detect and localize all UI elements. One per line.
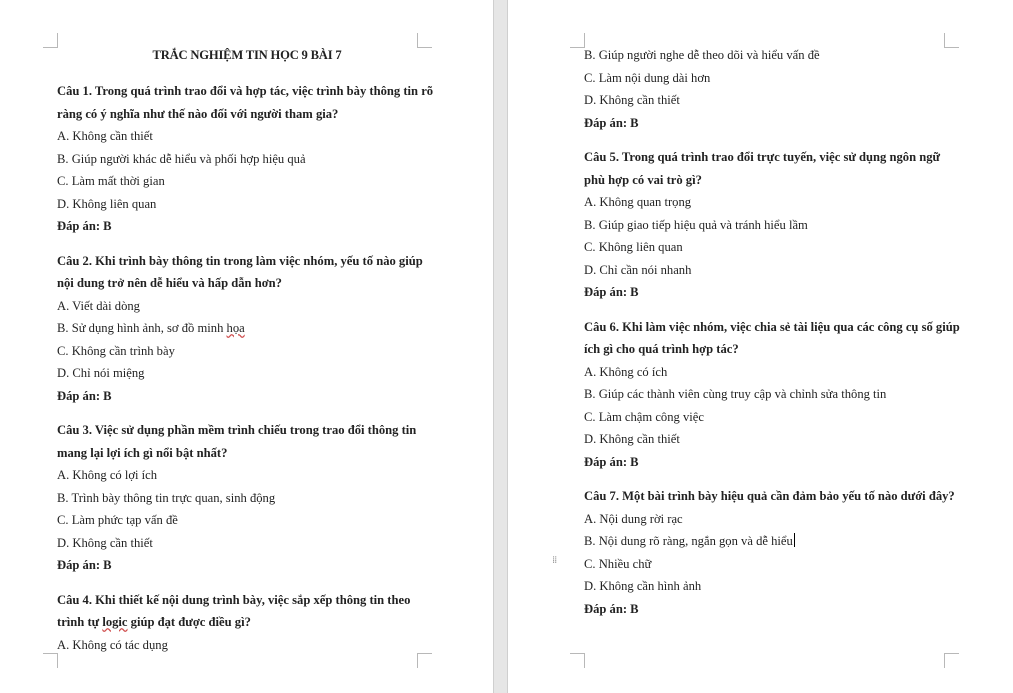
option-2c: C. Không cần trình bày bbox=[57, 343, 175, 358]
option-7a: A. Nội dung rời rạc bbox=[584, 511, 683, 526]
answer-3: Đáp án: B bbox=[57, 558, 112, 572]
page-gap bbox=[493, 0, 508, 693]
answer-4: Đáp án: B bbox=[584, 115, 639, 130]
spellcheck-underline[interactable]: họa bbox=[226, 321, 245, 335]
answer-2: Đáp án: B bbox=[57, 388, 112, 403]
margin-corner-mark bbox=[570, 33, 585, 48]
answer-5: Đáp án: B bbox=[584, 285, 639, 299]
option-3d: D. Không cần thiết bbox=[57, 535, 153, 550]
option-5d: D. Chỉ cần nói nhanh bbox=[584, 262, 692, 277]
margin-corner-mark bbox=[43, 653, 58, 668]
question-6: Câu 6. Khi làm việc nhóm, việc chia sẻ tài liệu qua các công cụ số giúp ích gì cho quá trình hợp tác? bbox=[584, 319, 960, 356]
option-1d: D. Không liên quan bbox=[57, 196, 157, 211]
option-2d: D. Chỉ nói miệng bbox=[57, 366, 145, 380]
option-1c: C. Làm mất thời gian bbox=[57, 174, 165, 188]
option-2a: A. Viết dài dòng bbox=[57, 298, 140, 313]
page-content[interactable] bbox=[57, 44, 437, 656]
option-7c: C. Nhiều chữ bbox=[584, 556, 652, 571]
question-4 bbox=[57, 589, 437, 634]
option-5c: C. Không liên quan bbox=[584, 240, 683, 254]
option-4c: C. Làm nội dung dài hơn bbox=[584, 70, 711, 85]
option-3a: A. Không có lợi ích bbox=[57, 468, 158, 482]
document-page-right[interactable] bbox=[508, 0, 1013, 693]
margin-corner-mark bbox=[570, 653, 585, 668]
question-7: Câu 7. Một bài trình bày hiệu quả cần đảm bảo yếu tố nào dưới đây? bbox=[584, 489, 955, 503]
drag-handle-icon[interactable]: ⁞⁞ bbox=[552, 555, 557, 566]
text-cursor bbox=[794, 533, 795, 547]
spellcheck-underline[interactable]: logic bbox=[102, 615, 128, 629]
option-4b: B. Giúp người nghe dễ theo dõi và hiểu vấn đề bbox=[584, 48, 820, 62]
option-3b: B. Trình bày thông tin trực quan, sinh động bbox=[57, 490, 276, 505]
option-6c: C. Làm chậm công việc bbox=[584, 409, 704, 424]
option-7d: D. Không cần hình ảnh bbox=[584, 579, 702, 593]
option-5b: B. Giúp giao tiếp hiệu quả và tránh hiểu lầm bbox=[584, 217, 808, 232]
question-4-text-start: Câu 4. Khi thiết kế nội dung trình bày, việc sắp xếp thông tin theo trình tự bbox=[57, 592, 411, 629]
margin-corner-mark bbox=[944, 653, 959, 668]
option-1b: B. Giúp người khác dễ hiểu và phối hợp hiệu quả bbox=[57, 151, 306, 166]
document-page-left[interactable] bbox=[0, 0, 493, 693]
option-5a: A. Không quan trọng bbox=[584, 195, 692, 209]
option-6b: B. Giúp các thành viên cùng truy cập và chỉnh sửa thông tin bbox=[584, 387, 887, 401]
option-2b bbox=[57, 317, 437, 340]
option-7b[interactable] bbox=[584, 530, 964, 553]
question-1: Câu 1. Trong quá trình trao đổi và hợp tác, việc trình bày thông tin rõ ràng có ý nghĩa như thế nào đối với người tham gia? bbox=[57, 84, 434, 121]
question-4-text-end: giúp đạt được điều gì? bbox=[127, 615, 251, 629]
option-1a: A. Không cần thiết bbox=[57, 129, 153, 143]
answer-7: Đáp án: B bbox=[584, 601, 639, 616]
margin-corner-mark bbox=[43, 33, 58, 48]
question-3: Câu 3. Việc sử dụng phần mềm trình chiếu trong trao đổi thông tin mang lại lợi ích gì nổi bật nhất? bbox=[57, 423, 417, 460]
option-4d: D. Không cần thiết bbox=[584, 93, 680, 107]
option-6d: D. Không cần thiết bbox=[584, 432, 680, 446]
option-4a: A. Không có tác dụng bbox=[57, 637, 168, 652]
option-6a: A. Không có ích bbox=[584, 364, 668, 379]
answer-1: Đáp án: B bbox=[57, 219, 112, 233]
option-2b-text: B. Sử dụng hình ảnh, sơ đồ minh bbox=[57, 321, 227, 335]
document-title: TRẮC NGHIỆM TIN HỌC 9 BÀI 7 bbox=[152, 48, 342, 62]
page-content[interactable] bbox=[584, 44, 964, 620]
answer-6: Đáp án: B bbox=[584, 454, 639, 469]
question-2: Câu 2. Khi trình bày thông tin trong làm việc nhóm, yếu tố nào giúp nội dung trở nên dễ hiểu và hấp dẫn hơn? bbox=[57, 253, 423, 290]
question-5: Câu 5. Trong quá trình trao đổi trực tuyến, việc sử dụng ngôn ngữ phù hợp có vai trò gì? bbox=[584, 150, 941, 187]
option-7b-text: B. Nội dung rõ ràng, ngắn gọn và dễ hiểu bbox=[584, 534, 793, 548]
option-3c: C. Làm phức tạp vấn đề bbox=[57, 513, 178, 527]
